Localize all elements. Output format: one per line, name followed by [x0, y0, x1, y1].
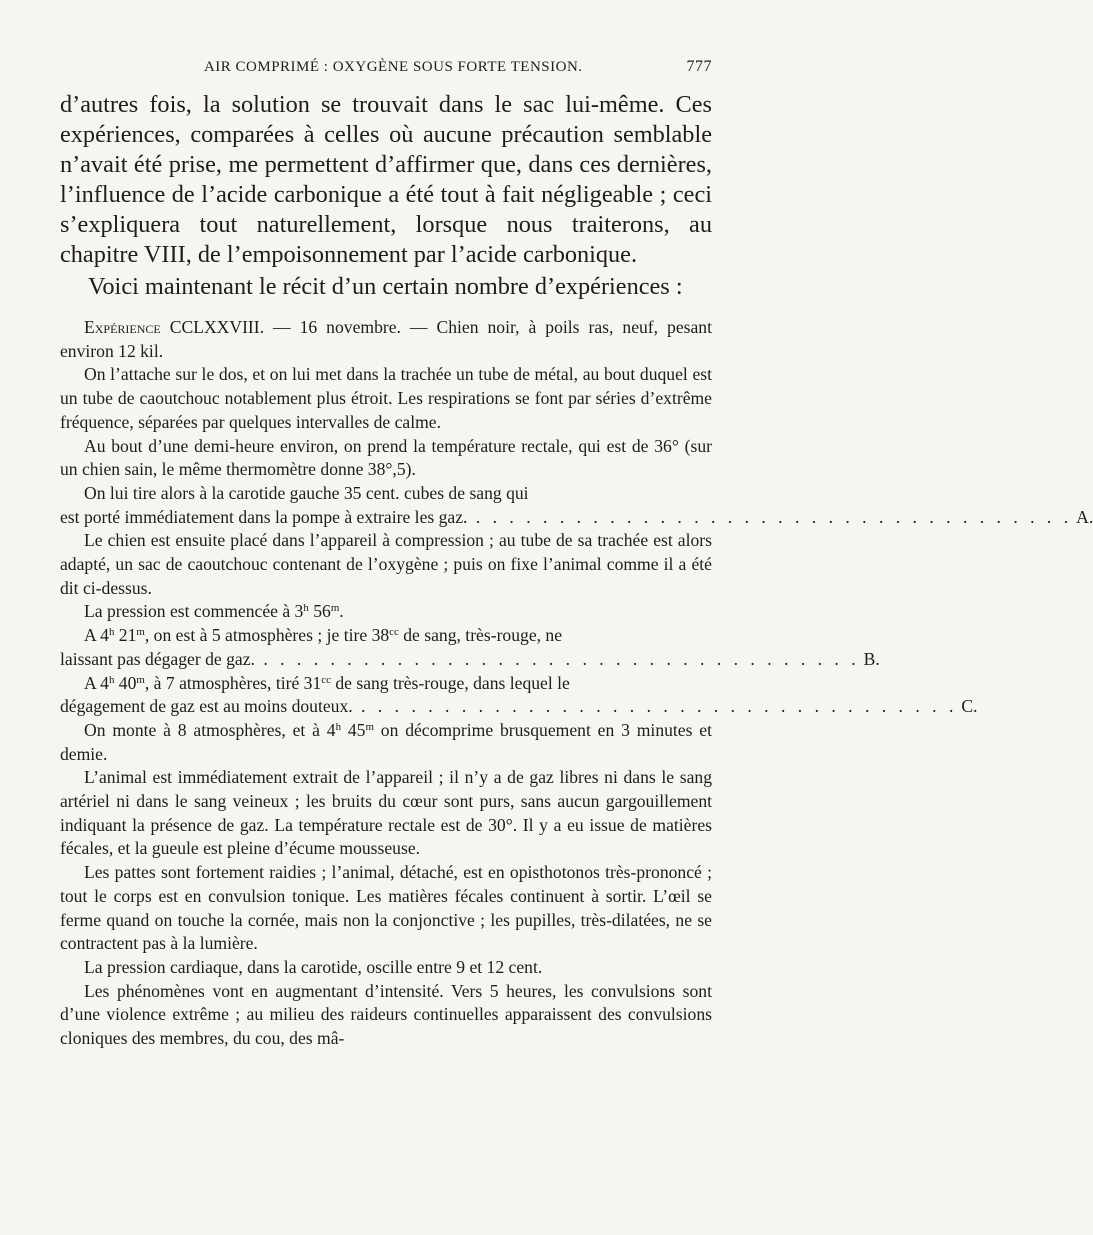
text-segment: de sang, très-rouge, ne: [398, 625, 563, 646]
intro-paragraph-announcement: Voici maintenant le récit d’un certain nombre d’expériences :: [88, 273, 683, 300]
text-segment: est porté immédiatement dans la pompe à extraire les gaz.: [60, 506, 468, 527]
paragraph-rectal-temperature: Au bout d’une demi-heure environ, on prend la température rectale, qui est de 36° (sur un chien sain, le même thermomètre donne 38°,5).: [60, 435, 712, 480]
page-number: 777: [686, 58, 712, 75]
text-segment: A 4: [84, 672, 109, 693]
paragraph-blood-sample-a: [60, 482, 712, 506]
text-segment: 40: [114, 672, 137, 693]
paragraph-convulsions: Les pattes sont fortement raidies ; l’animal, détaché, est en opisthotonos très-prononcé ; tout le corps est en convulsion tonique. Les matières fécales continuent à sortir. L’œil se ferme quand on touche la cornée, mais non la conjonctive ; les pupilles, très-dilatées, ne se contractent pas à la lumière.: [60, 862, 712, 954]
superscript-hours: h: [303, 602, 309, 615]
text-segment: de sang très-rouge, dans lequel le: [330, 672, 570, 693]
text-segment: On lui tire alors à la carotide gauche 35 cent. cubes de sang qui: [84, 482, 529, 503]
superscript-minutes: m: [365, 720, 374, 733]
paragraph-phenomena: Les phénomènes vont en augmentant d’intensité. Vers 5 heures, les convulsions sont d’une violence extrême ; au milieu des raideurs continuelles apparaissent des convulsions cloniques des membres, du cou, des mâ-: [60, 980, 712, 1049]
paragraph-pressure-start: [60, 600, 712, 624]
text-segment: on décomprime brusquement en 3 minutes et demie.: [60, 719, 712, 764]
superscript-hours: h: [108, 626, 115, 639]
paragraph-compression-apparatus: Le chien est ensuite placé dans l’appareil à compression ; au tube de sa trachée est alors adapté, un sac de caoutchouc contenant de l’oxygène ; puis on fixe l’animal comme il a été dit ci-dessus.: [60, 530, 712, 598]
superscript-cc: cc: [389, 626, 399, 639]
leader-line-a: [60, 506, 1093, 530]
superscript-hours: h: [108, 673, 115, 686]
text-segment: A 4: [84, 625, 109, 646]
text-segment: 56: [308, 601, 331, 622]
sample-mark-c: C.: [961, 696, 978, 717]
leader-line-b: [60, 648, 880, 672]
text-segment: 21: [114, 625, 137, 646]
superscript-hours: h: [335, 720, 342, 733]
running-header: [60, 58, 712, 86]
text-segment: 45: [341, 719, 366, 740]
text-segment: La pression est commencée à 3: [84, 601, 304, 622]
text-segment: dégagement de gaz est au moins douteux.: [60, 696, 353, 717]
experiment-summary: — 16 novembre. — Chien noir, à poils ras, neuf, pesant environ 12 kil.: [60, 317, 712, 361]
book-page: [60, 58, 1093, 1051]
superscript-cc: cc: [321, 673, 331, 686]
paragraph-extraction: L’animal est immédiatement extrait de l’appareil ; il n’y a de gaz libres ni dans le sang artériel ni dans le sang veineux ; les bruits du cœur sont purs, sans aucun gargouillement indiquant la présence de gaz. La température rectale est de 30°. Il y a eu issue de matières fécales, et la gueule est pleine d’écume mousseuse.: [60, 767, 712, 859]
superscript-minutes: m: [136, 673, 145, 686]
text-segment: On monte à 8 atmosphères, et à 4: [84, 719, 336, 740]
intro-paragraph-continued: d’autres fois, la solution se trouvait dans le sac lui-même. Ces expériences, comparées à celles où aucune précaution semblable n’avait été prise, me permettent d’affirmer que, dans ces dernières, l’influence de l’acide carbonique a été tout à fait négligeable ; ceci s’expliquera tout naturellement, lorsque nous traiterons, au chapitre VIII, de l’empoisonnement par l’acide carbonique.: [60, 91, 712, 268]
paragraph-decompression: [60, 719, 712, 766]
text-segment: .: [339, 601, 344, 622]
paragraph-cardiac-pressure: La pression cardiaque, dans la carotide, oscille entre 9 et 12 cent.: [84, 956, 543, 977]
text-segment: laissant pas dégager de gaz.: [60, 648, 255, 669]
superscript-minutes: m: [330, 602, 340, 615]
leader-line-c: [60, 695, 978, 719]
superscript-minutes: m: [136, 626, 145, 639]
paragraph-tracheal-tube: On l’attache sur le dos, et on lui met dans la trachée un tube de métal, au bout duquel est un tube de caoutchouc notablement plus étroit. Les respirations se font par séries d’extrême fréquence, séparées par quelques intervalles de calme.: [60, 364, 712, 432]
sample-mark-a: A.: [1076, 506, 1093, 527]
sample-mark-b: B.: [863, 648, 880, 669]
running-title: AIR COMPRIMÉ : OXYGÈNE SOUS FORTE TENSION.: [203, 59, 583, 75]
experiment-label: Expérience: [84, 317, 161, 337]
experiment-number: CCLXXVIII.: [169, 317, 265, 337]
paragraph-blood-sample-b: [60, 624, 712, 648]
paragraph-blood-sample-c: [60, 672, 712, 696]
text-segment: , à 7 atmosphères, tiré 31: [144, 672, 322, 693]
dot-leader: . . . . . . . . . . . . . . . . . . . . . . . . . . . . . . . . . . . .: [254, 648, 860, 669]
dot-leader: . . . . . . . . . . . . . . . . . . . . . . . . . . . . . . . . . . . .: [467, 506, 1073, 527]
experiment-heading: [60, 316, 712, 363]
dot-leader: . . . . . . . . . . . . . . . . . . . . . . . . . . . . . . . . . . . .: [352, 696, 958, 717]
text-segment: , on est à 5 atmosphères ; je tire 38: [144, 625, 390, 646]
